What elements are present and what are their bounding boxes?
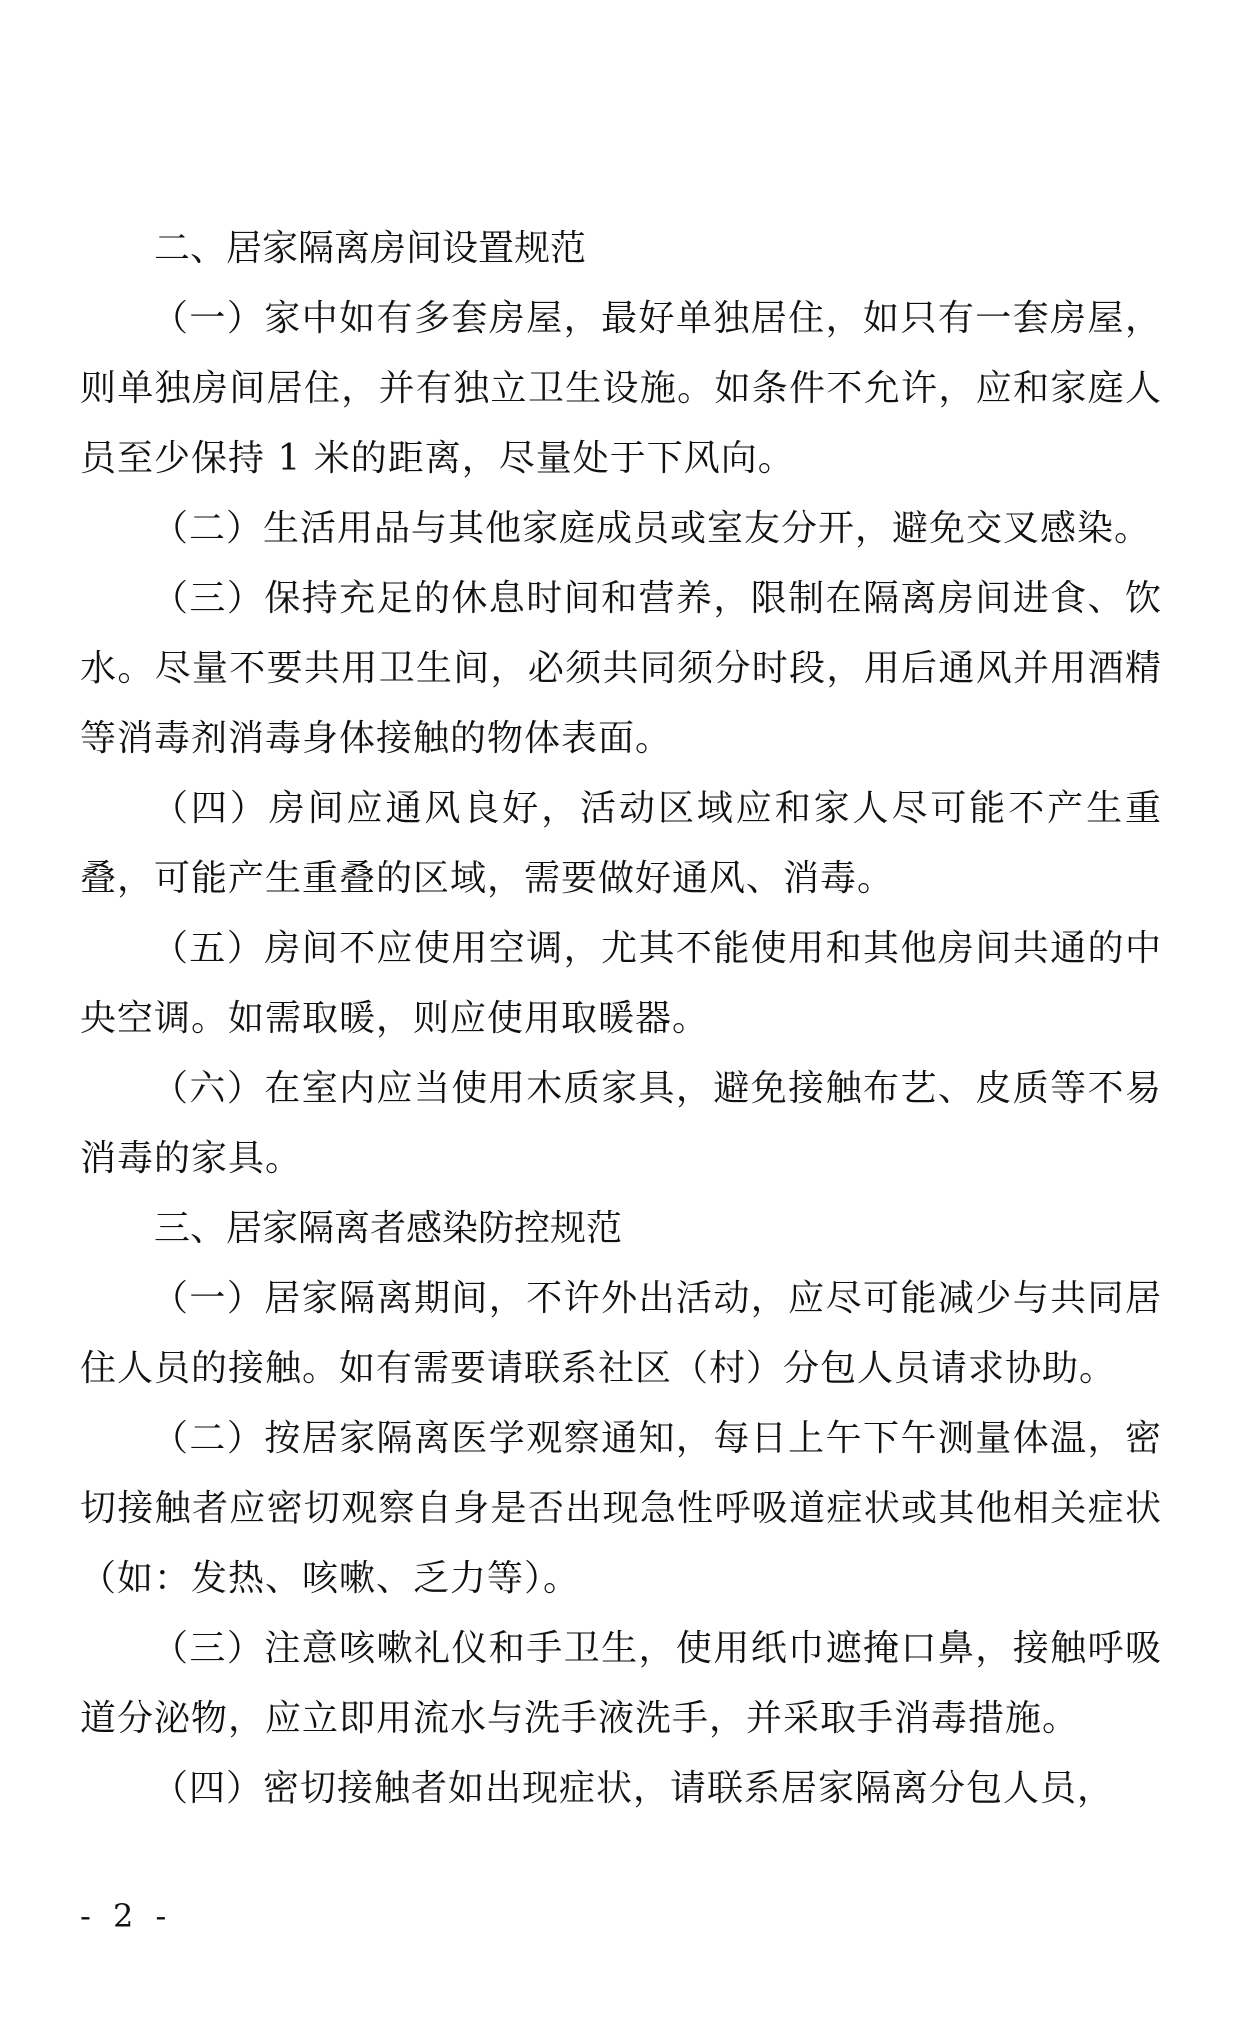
paragraph: （一）家中如有多套房屋，最好单独居住，如只有一套房屋，则单独房间居住，并有独立卫生设施。如条件不允许，应和家庭人员至少保持 1 米的距离，尽量处于下风向。: [80, 298, 1162, 479]
paragraph: （三）注意咳嗽礼仪和手卫生，使用纸巾遮掩口鼻，接触呼吸道分泌物，应立即用流水与洗手液洗手，并采取手消毒措施。: [80, 1628, 1162, 1739]
paragraph: （三）保持充足的休息时间和营养，限制在隔离房间进食、饮水。尽量不要共用卫生间，必须共同须分时段，用后通风并用酒精等消毒剂消毒身体接触的物体表面。: [80, 578, 1162, 759]
document-body: [80, 214, 1162, 1824]
paragraph: （一）居家隔离期间，不许外出活动，应尽可能减少与共同居住人员的接触。如有需要请联系社区（村）分包人员请求协助。: [80, 1278, 1162, 1389]
section-heading-3: 三、居家隔离者感染防控规范: [154, 1208, 623, 1249]
paragraph: （二）按居家隔离医学观察通知，每日上午下午测量体温，密切接触者应密切观察自身是否出现急性呼吸道症状或其他相关症状（如：发热、咳嗽、乏力等）。: [80, 1418, 1162, 1599]
paragraph: （四）密切接触者如出现症状，请联系居家隔离分包人员，: [152, 1768, 1115, 1809]
paragraph: （四）房间应通风良好，活动区域应和家人尽可能不产生重叠，可能产生重叠的区域，需要做好通风、消毒。: [80, 788, 1162, 899]
page-number: - 2 -: [80, 1897, 173, 1935]
paragraph: （五）房间不应使用空调，尤其不能使用和其他房间共通的中央空调。如需取暖，则应使用取暖器。: [80, 928, 1162, 1039]
paragraph: （二）生活用品与其他家庭成员或室友分开，避免交叉感染。: [152, 508, 1152, 549]
section-heading-2: 二、居家隔离房间设置规范: [154, 228, 587, 269]
paragraph: （六）在室内应当使用木质家具，避免接触布艺、皮质等不易消毒的家具。: [80, 1068, 1162, 1179]
